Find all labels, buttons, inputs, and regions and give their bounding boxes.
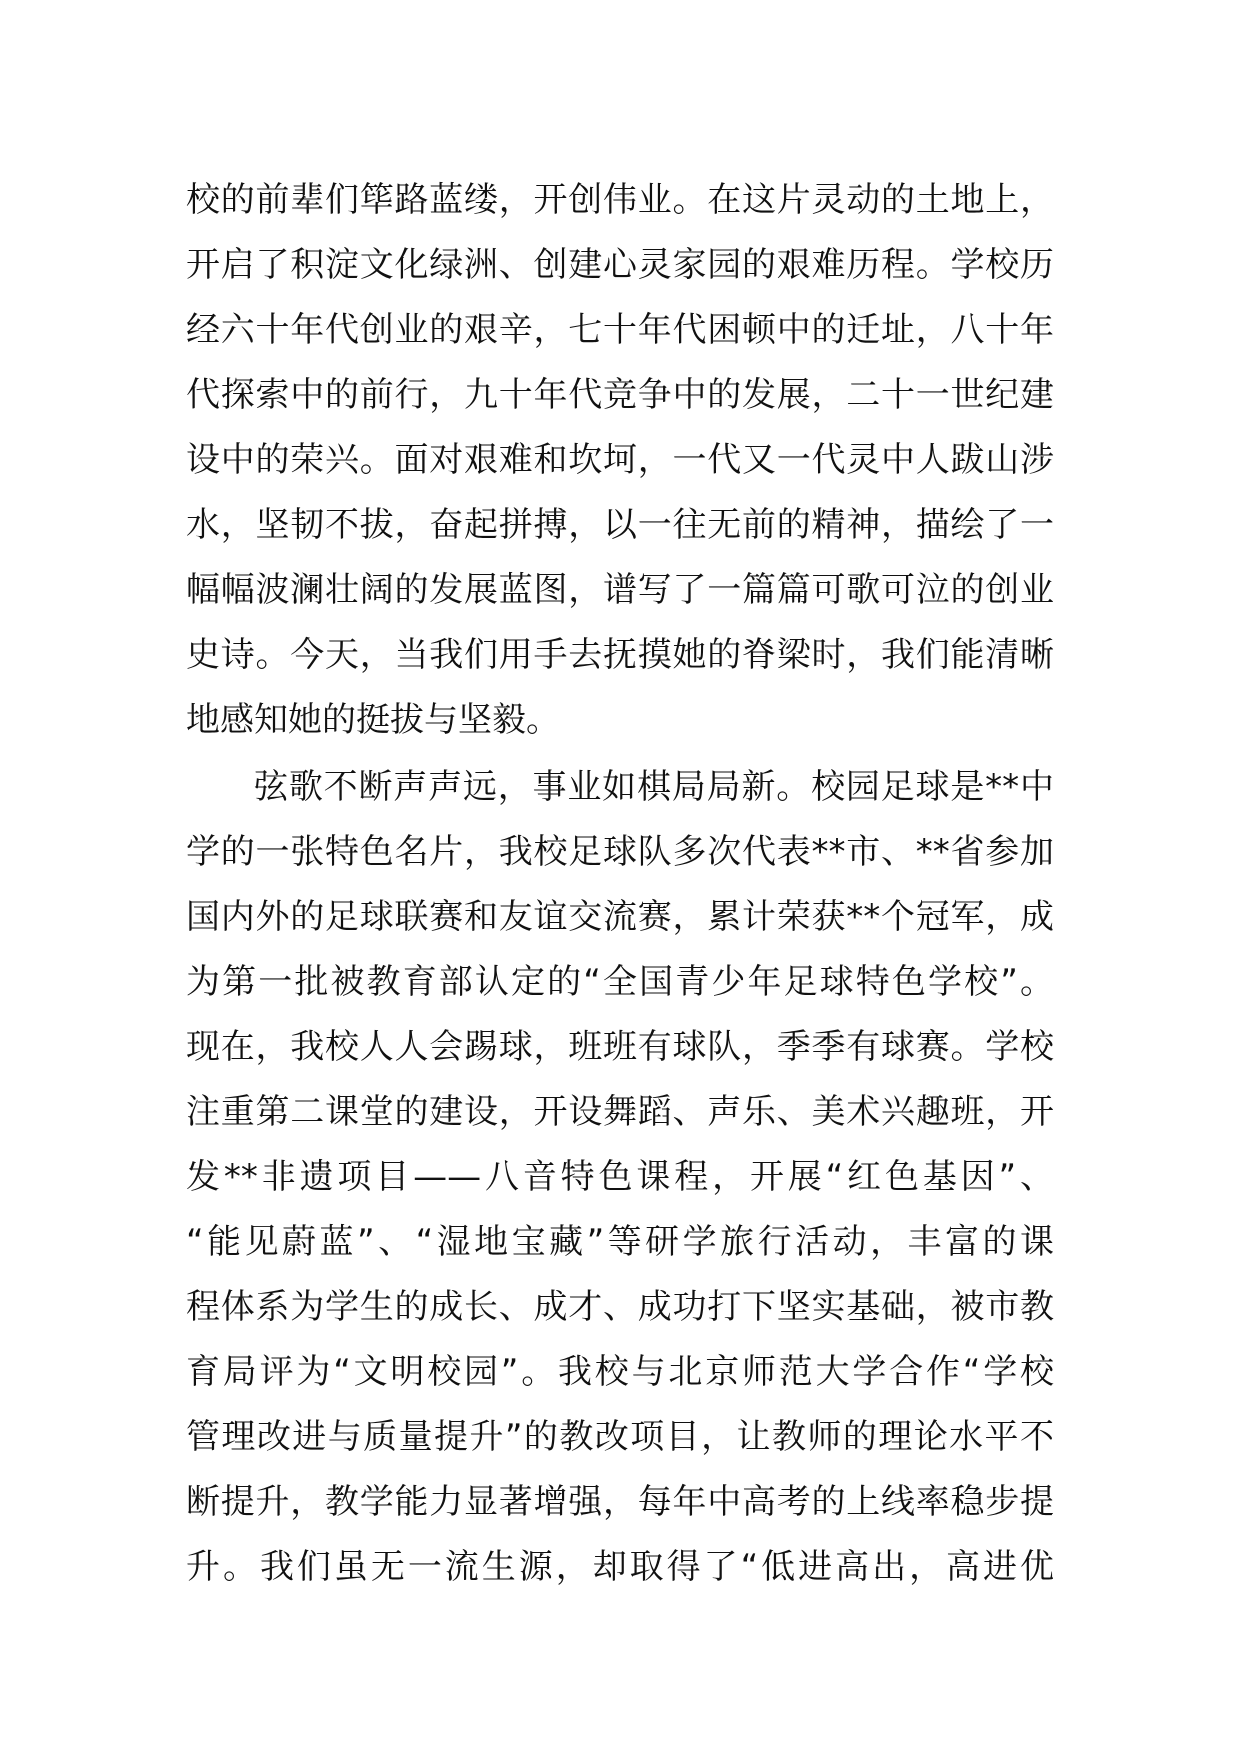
text-line: 为第一批被教育部认定的“全国青少年足球特色学校”。 <box>186 962 1054 1002</box>
text-line: 升。我们虽无一流生源，却取得了“低进高出，高进优 <box>186 1547 1054 1587</box>
paragraph-first-line: 弦歌不断声声远，事业如棋局局新。校园足球是**中 <box>254 767 1054 807</box>
text-line: 国内外的足球联赛和友谊交流赛，累计荣获**个冠军，成 <box>186 897 1054 937</box>
text-line: 代探索中的前行，九十年代竞争中的发展，二十一世纪建 <box>186 375 1054 415</box>
text-line: “能见蔚蓝”、“湿地宝藏”等研学旅行活动，丰富的课 <box>186 1222 1054 1262</box>
text-line: 经六十年代创业的艰辛，七十年代困顿中的迁址，八十年 <box>186 310 1054 350</box>
text-line: 注重第二课堂的建设，开设舞蹈、声乐、美术兴趣班，开 <box>186 1092 1054 1132</box>
text-line: 现在，我校人人会踢球，班班有球队，季季有球赛。学校 <box>186 1027 1054 1067</box>
text-line: 管理改进与质量提升”的教改项目，让教师的理论水平不 <box>186 1417 1054 1457</box>
text-line: 开启了积淀文化绿洲、创建心灵家园的艰难历程。学校历 <box>186 245 1054 285</box>
text-line: 史诗。今天，当我们用手去抚摸她的脊梁时，我们能清晰 <box>186 635 1054 675</box>
text-line: 校的前辈们筚路蓝缕，开创伟业。在这片灵动的土地上， <box>186 180 1054 220</box>
text-line: 水，坚韧不拔，奋起拼搏，以一往无前的精神，描绘了一 <box>186 505 1054 545</box>
text-line: 地感知她的挺拔与坚毅。 <box>186 700 560 740</box>
text-line: 发**非遗项目——八音特色课程，开展“红色基因”、 <box>186 1157 1054 1197</box>
text-line: 设中的荣兴。面对艰难和坎坷，一代又一代灵中人跋山涉 <box>186 440 1054 480</box>
text-line: 幅幅波澜壮阔的发展蓝图，谱写了一篇篇可歌可泣的创业 <box>186 570 1054 610</box>
text-line: 断提升，教学能力显著增强，每年中高考的上线率稳步提 <box>186 1482 1054 1522</box>
text-line: 程体系为学生的成长、成才、成功打下坚实基础，被市教 <box>186 1287 1054 1327</box>
text-line: 学的一张特色名片，我校足球队多次代表**市、**省参加 <box>186 832 1054 872</box>
text-line: 育局评为“文明校园”。我校与北京师范大学合作“学校 <box>186 1352 1054 1392</box>
